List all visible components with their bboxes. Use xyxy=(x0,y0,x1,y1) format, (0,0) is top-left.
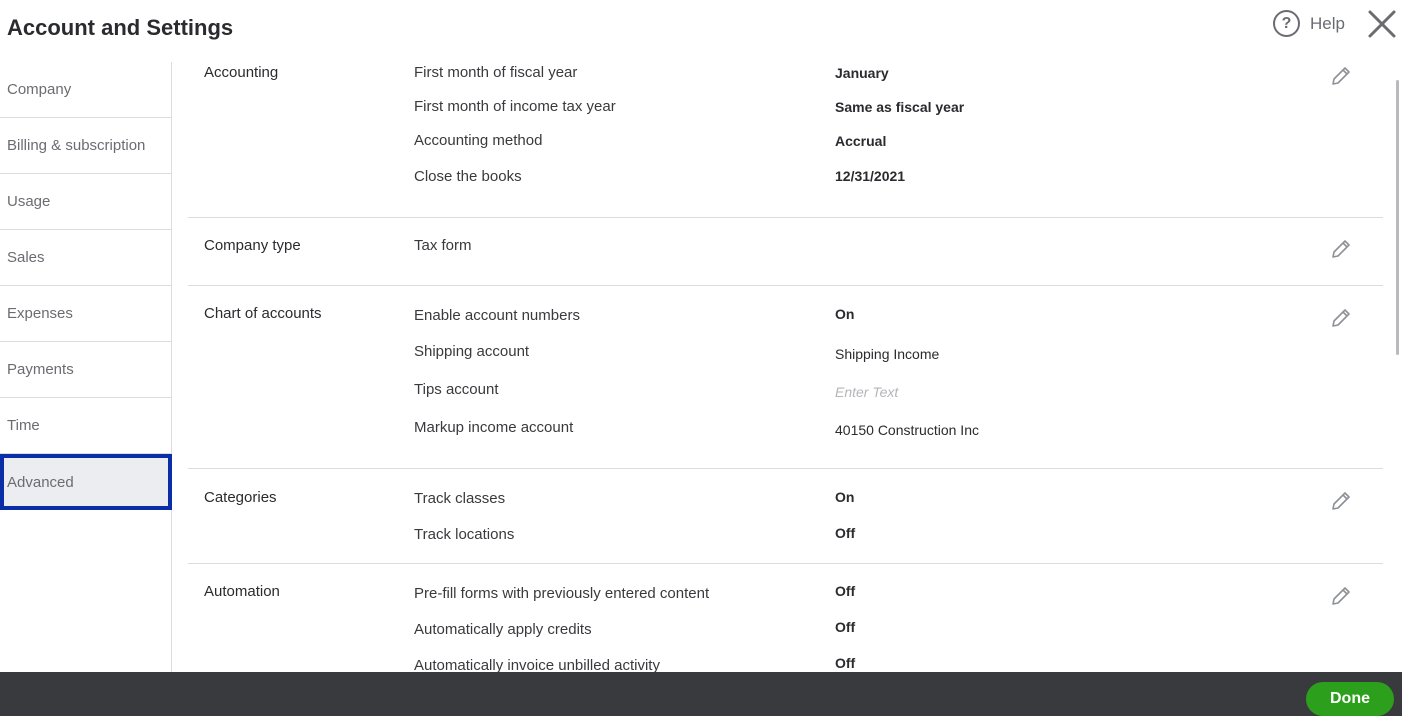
row-value: On xyxy=(835,489,855,505)
sidebar-item-time[interactable] xyxy=(0,398,171,454)
row-value: January xyxy=(835,65,889,81)
pencil-icon[interactable] xyxy=(1329,306,1353,330)
section-accounting[interactable] xyxy=(188,62,1383,218)
sidebar-item-label: Payments xyxy=(7,361,74,378)
pencil-icon[interactable] xyxy=(1329,64,1353,88)
row-label: Track classes xyxy=(414,490,506,507)
section-automation[interactable] xyxy=(188,564,1383,672)
section-company-type[interactable] xyxy=(188,218,1383,286)
row-label: Markup income account xyxy=(414,419,574,436)
sidebar-item-label: Billing & subscription xyxy=(7,137,146,154)
section-title: Automation xyxy=(204,583,280,600)
row-label: Pre-fill forms with previously entered content xyxy=(414,585,710,602)
row-value: Off xyxy=(835,583,856,599)
row-label: First month of fiscal year xyxy=(414,64,578,81)
row-value: Off xyxy=(835,619,856,635)
close-x-icon xyxy=(1366,8,1398,40)
row-value: Off xyxy=(835,655,856,671)
row-label: Enable account numbers xyxy=(414,307,580,324)
help-label: Help xyxy=(1310,13,1345,33)
sidebar-item-expenses[interactable] xyxy=(0,286,171,342)
question-circle-icon: ? xyxy=(1273,10,1300,37)
row-label: Automatically apply credits xyxy=(414,621,592,638)
section-title: Company type xyxy=(204,237,301,254)
sidebar-item-sales[interactable] xyxy=(0,230,171,286)
row-label: Accounting method xyxy=(414,132,543,149)
close-button[interactable] xyxy=(1366,8,1398,40)
sidebar-item-label: Company xyxy=(7,81,72,98)
section-categories[interactable] xyxy=(188,469,1383,564)
row-label: First month of income tax year xyxy=(414,98,616,115)
row-label: Automatically invoice unbilled activity xyxy=(414,657,660,672)
sidebar-item-label: Time xyxy=(7,417,40,434)
sidebar-item-usage[interactable] xyxy=(0,174,171,230)
sidebar-item-company[interactable] xyxy=(0,62,171,118)
tips-account-placeholder: Enter Text xyxy=(835,384,899,400)
pencil-icon[interactable] xyxy=(1329,584,1353,608)
row-label: Tax form xyxy=(414,237,472,254)
page-title: Account and Settings xyxy=(7,15,234,40)
section-title: Categories xyxy=(204,489,277,506)
row-value: 40150 Construction Inc xyxy=(835,422,979,438)
row-value: Accrual xyxy=(835,133,887,149)
sidebar-item-billing[interactable] xyxy=(0,118,171,174)
row-value: Same as fiscal year xyxy=(835,99,965,115)
sidebar-item-label: Usage xyxy=(7,193,51,210)
section-title: Accounting xyxy=(204,64,279,81)
pencil-icon[interactable] xyxy=(1329,489,1353,513)
sidebar-item-label: Expenses xyxy=(7,305,73,322)
row-value: 12/31/2021 xyxy=(835,168,906,184)
row-label: Shipping account xyxy=(414,343,530,360)
sidebar-item-advanced[interactable] xyxy=(0,454,172,510)
done-button[interactable]: Done xyxy=(1306,682,1394,716)
scrollbar-thumb[interactable] xyxy=(1396,80,1399,355)
row-value: Shipping Income xyxy=(835,346,940,362)
section-chart-of-accounts[interactable] xyxy=(188,286,1383,469)
row-label: Close the books xyxy=(414,168,522,185)
pencil-icon[interactable] xyxy=(1329,237,1353,261)
sidebar-item-label: Advanced xyxy=(7,473,74,491)
sidebar-item-label: Sales xyxy=(7,249,45,266)
row-label: Tips account xyxy=(414,381,499,398)
row-label: Track locations xyxy=(414,526,515,543)
sidebar-item-payments[interactable] xyxy=(0,342,171,398)
section-title: Chart of accounts xyxy=(204,305,322,322)
row-value: Off xyxy=(835,525,856,541)
row-value: On xyxy=(835,306,855,322)
dialog-footer xyxy=(0,672,1402,716)
help-link[interactable] xyxy=(1273,10,1345,37)
advanced-settings-panel xyxy=(188,62,1383,672)
scrollbar[interactable] xyxy=(1394,62,1402,672)
settings-sidebar xyxy=(0,62,172,672)
